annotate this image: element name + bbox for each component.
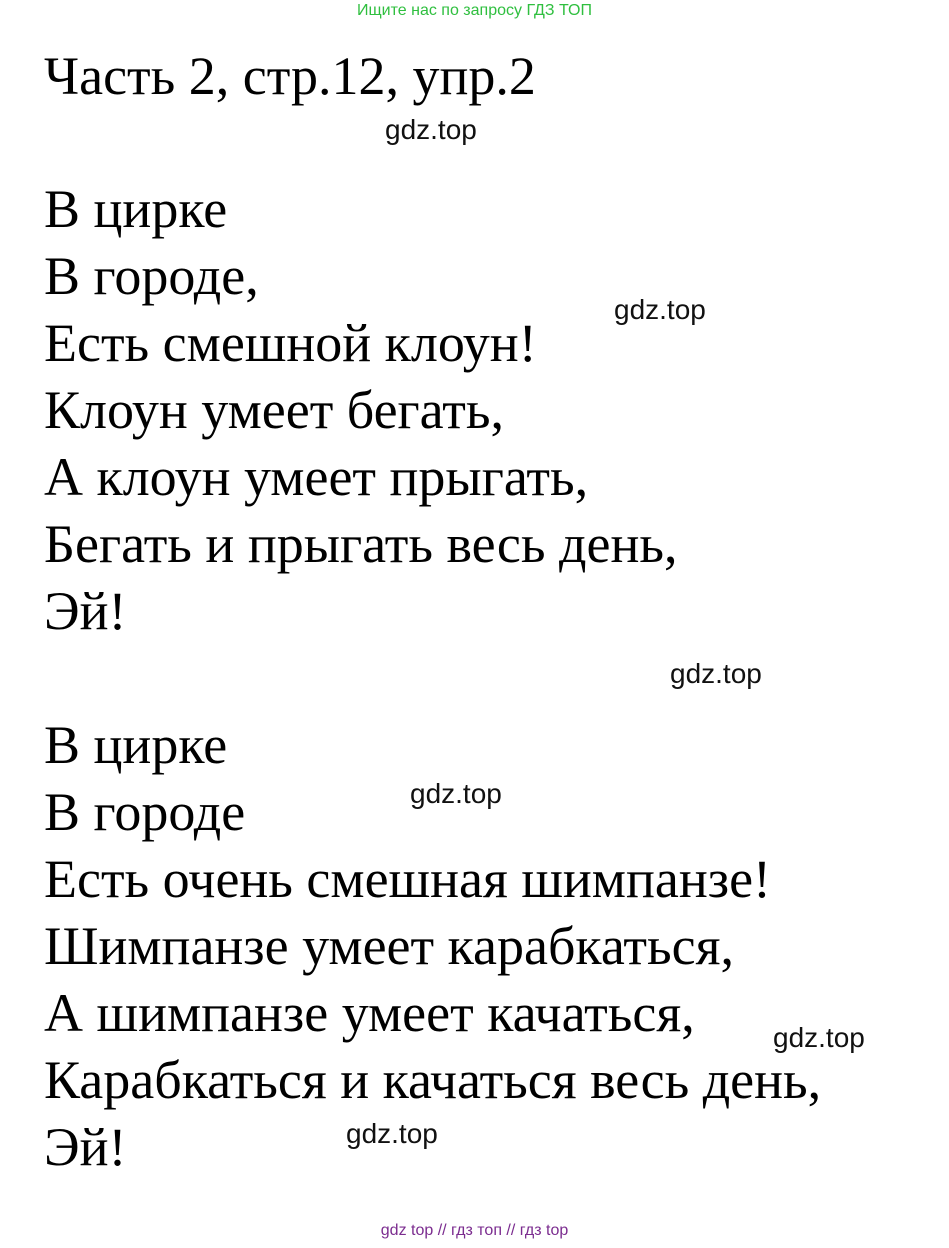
- verse-line: Клоун умеет бегать,: [44, 380, 504, 440]
- watermark: gdz.top: [773, 1022, 865, 1053]
- verse-1: [44, 176, 678, 645]
- verse-line: В городе,: [44, 246, 259, 306]
- verse-line: Шимпанзе умеет карабкаться,: [44, 916, 734, 976]
- verse-line: А клоун умеет прыгать,: [44, 447, 589, 507]
- page-title: Часть 2, стр.12, упр.2: [44, 46, 536, 106]
- watermark: gdz.top: [614, 294, 706, 325]
- verse-line: Есть очень смешная шимпанзе!: [44, 849, 772, 909]
- watermark: gdz.top: [346, 1118, 438, 1149]
- verse-line: Эй!: [44, 1117, 127, 1177]
- top-banner: Ищите нас по запросу ГДЗ ТОП: [357, 2, 592, 19]
- footer-links: gdz top // гдз топ // гдз top: [380, 1222, 569, 1239]
- verse-line: В цирке: [44, 179, 228, 239]
- verse-line: Есть смешной клоун!: [44, 313, 537, 373]
- verse-line: В цирке: [44, 715, 228, 775]
- verse-line: Бегать и прыгать весь день,: [44, 514, 678, 574]
- verse-line: В городе: [44, 782, 246, 842]
- watermark: gdz.top: [385, 114, 477, 145]
- watermark: gdz.top: [410, 778, 502, 809]
- verse-line: Эй!: [44, 581, 127, 641]
- verse-line: Карабкаться и качаться весь день,: [44, 1050, 822, 1110]
- verse-line: А шимпанзе умеет качаться,: [44, 983, 695, 1043]
- watermark: gdz.top: [670, 658, 762, 689]
